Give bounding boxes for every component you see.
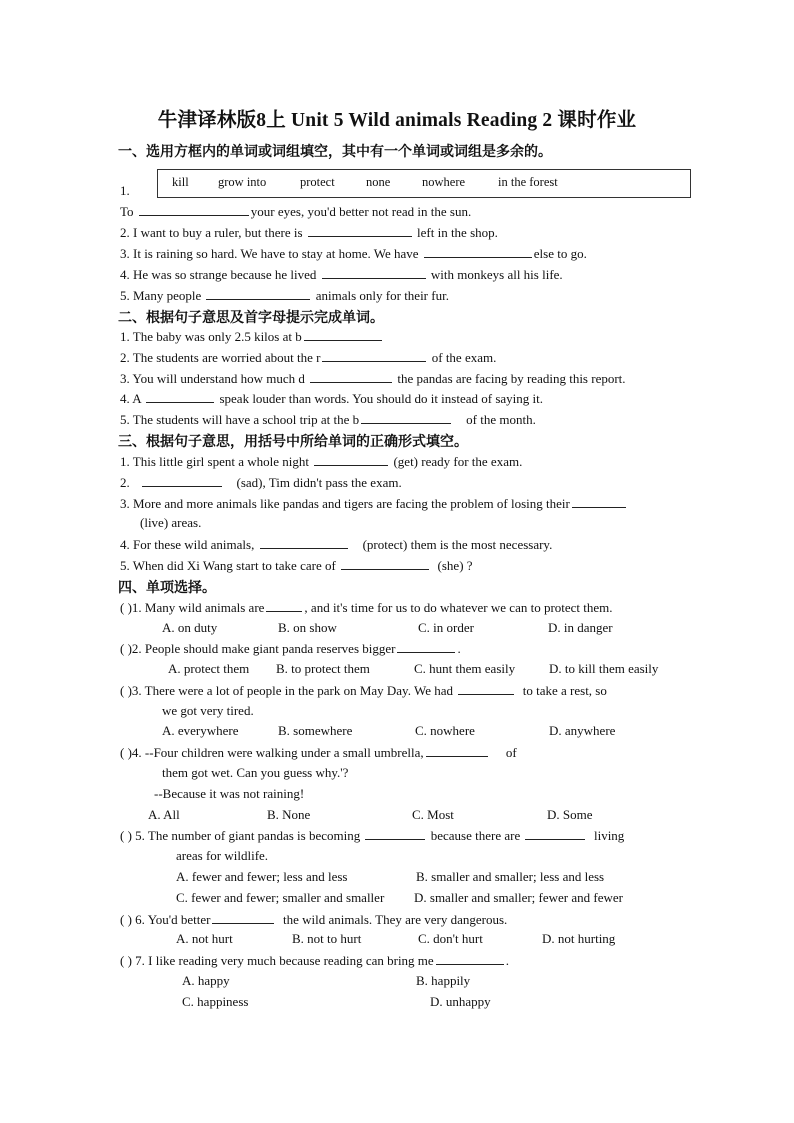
s2-question-1: 1. The baby was only 2.5 kilos at b [120,328,384,345]
mc-option[interactable]: B. on show [278,620,337,635]
mc-option[interactable]: C. in order [418,620,474,635]
mc-question-3-cont: we got very tired. [162,703,254,718]
mc-option[interactable]: B. to protect them [276,661,370,676]
answer-blank[interactable] [322,266,426,279]
mc-question-1: ( )1. Many wild animals are , and it's time for us to do whatever we can to protect them. [120,600,613,615]
answer-blank [436,952,504,965]
mc-option[interactable]: C. Most [412,807,454,822]
answer-blank[interactable] [260,536,348,549]
s3-question-2: 2. (sad), Tim didn't pass the exam. [120,475,402,490]
mc-question-4: ( )4. --Four children were walking under a small umbrella, of [120,745,517,760]
mc-question-3: ( )3. There were a lot of people in the park on May Day. We had to take a rest, so [120,683,607,698]
answer-blank [212,911,274,924]
mc-question-4-reply: --Because it was not raining! [154,786,305,801]
mc-question-2: ( )2. People should make giant panda reserves bigger . [120,641,461,656]
answer-blank[interactable] [304,328,382,341]
mc-option[interactable]: C. nowhere [415,723,475,738]
word-box [157,169,691,198]
s2-question-5: 5. The students will have a school trip at the b of the month. [120,412,536,427]
mc-question-6: ( ) 6. You'd better the wild animals. They are very dangerous. [120,912,508,927]
answer-paren[interactable]: ( ) [120,600,132,615]
answer-paren[interactable]: ( ) [120,828,132,843]
s1-question-5: 5. Many people animals only for their fur. [120,288,449,303]
mc-option[interactable]: C. don't hurt [418,931,483,946]
word-option: in the forest [498,175,558,189]
s3-question-1: 1. This little girl spent a whole night (get) ready for the exam. [120,454,523,469]
mc-question-5-cont: areas for wildlife. [176,848,269,863]
section4-heading: 四、单项选择。 [118,581,216,596]
s2-question-3: 3. You will understand how much d the pandas are facing by reading this report. [120,371,626,386]
mc-option[interactable]: A. everywhere [162,723,239,738]
answer-blank [397,640,455,653]
mc-option[interactable]: C. fewer and fewer; smaller and smaller [176,890,385,905]
s3-question-5: 5. When did Xi Wang start to take care of (she) ? [120,558,473,573]
word-option: grow into [218,175,267,189]
section2-heading: 二、根据句子意思及首字母提示完成单词。 [118,311,384,326]
answer-blank [458,682,514,695]
mc-question-5: ( ) 5. The number of giant pandas is becoming because there are living [120,828,625,843]
s2-question-4: 4. A speak louder than words. You should do it instead of saying it. [120,391,544,406]
answer-blank [365,827,425,840]
section1-heading: 一、选用方框内的单词或词组填空，其中有一个单词或词组是多余的。 [118,145,552,160]
word-option: nowhere [422,175,466,189]
s1-question-4: 4. He was so strange because he lived with monkeys all his life. [120,267,563,282]
mc-option[interactable]: B. not to hurt [292,931,362,946]
mc-option[interactable]: C. hunt them easily [414,661,516,676]
section3-heading: 三、根据句子意思，用括号中所给单词的正确形式填空。 [118,435,468,450]
mc-option[interactable]: A. fewer and fewer; less and less [176,869,348,884]
mc-option[interactable]: D. in danger [548,620,613,635]
answer-blank[interactable] [572,495,626,508]
answer-paren[interactable]: ( ) [120,641,132,656]
answer-paren[interactable]: ( ) [120,953,132,968]
answer-blank[interactable] [146,390,214,403]
s1-question-1: To your eyes, you'd better not read in the sun. [120,204,472,219]
answer-blank[interactable] [322,349,426,362]
mc-option[interactable]: B. happily [416,973,471,988]
answer-blank[interactable] [308,224,412,237]
mc-option[interactable]: D. unhappy [430,994,491,1009]
mc-option[interactable]: A. not hurt [176,931,233,946]
s3-question-3-cont: (live) areas. [140,515,202,530]
answer-paren[interactable]: ( ) [120,745,132,760]
answer-blank[interactable] [310,370,392,383]
mc-option[interactable]: D. anywhere [549,723,616,738]
mc-question-4-cont: them got wet. Can you guess why.'? [162,765,349,780]
mc-option[interactable]: A. happy [182,973,230,988]
answer-blank[interactable] [361,411,451,424]
answer-paren[interactable]: ( ) [120,912,132,927]
mc-question-7: ( ) 7. I like reading very much because reading can bring me . [120,953,509,968]
answer-blank[interactable] [424,245,532,258]
mc-option[interactable]: B. None [267,807,311,822]
word-option: protect [300,175,335,189]
mc-option[interactable]: A. All [148,807,180,822]
word-option: none [366,175,391,189]
answer-blank [426,744,488,757]
page-title: 牛津译林版8上 Unit 5 Wild animals Reading 2 课时作业 [157,110,637,131]
s1-question-2: 2. I want to buy a ruler, but there is left in the shop. [120,225,498,240]
answer-blank[interactable] [341,557,429,570]
answer-blank [525,827,585,840]
s2-question-2: 2. The students are worried about the r of the exam. [120,350,497,365]
mc-option[interactable]: D. not hurting [542,931,616,946]
mc-option[interactable]: A. on duty [162,620,218,635]
s1-question-3: 3. It is raining so hard. We have to stay at home. We have else to go. [120,246,587,261]
mc-option[interactable]: D. smaller and smaller; fewer and fewer [414,890,623,905]
word-option: kill [172,175,189,189]
answer-blank[interactable] [142,474,222,487]
mc-option[interactable]: B. somewhere [278,723,353,738]
q1-number: 1. [120,183,130,198]
s3-question-3: 3. More and more animals like pandas and tigers are facing the problem of losing their [120,495,628,512]
s3-question-4: 4. For these wild animals, (protect) them is the most necessary. [120,537,553,552]
answer-blank[interactable] [206,287,310,300]
mc-option[interactable]: C. happiness [182,994,249,1009]
answer-blank[interactable] [139,203,249,216]
mc-option[interactable]: D. to kill them easily [549,661,659,676]
mc-option[interactable]: A. protect them [168,661,250,676]
answer-paren[interactable]: ( ) [120,683,132,698]
answer-blank[interactable] [314,453,388,466]
answer-blank [266,599,302,612]
mc-option[interactable]: B. smaller and smaller; less and less [416,869,605,884]
mc-option[interactable]: D. Some [547,807,593,822]
